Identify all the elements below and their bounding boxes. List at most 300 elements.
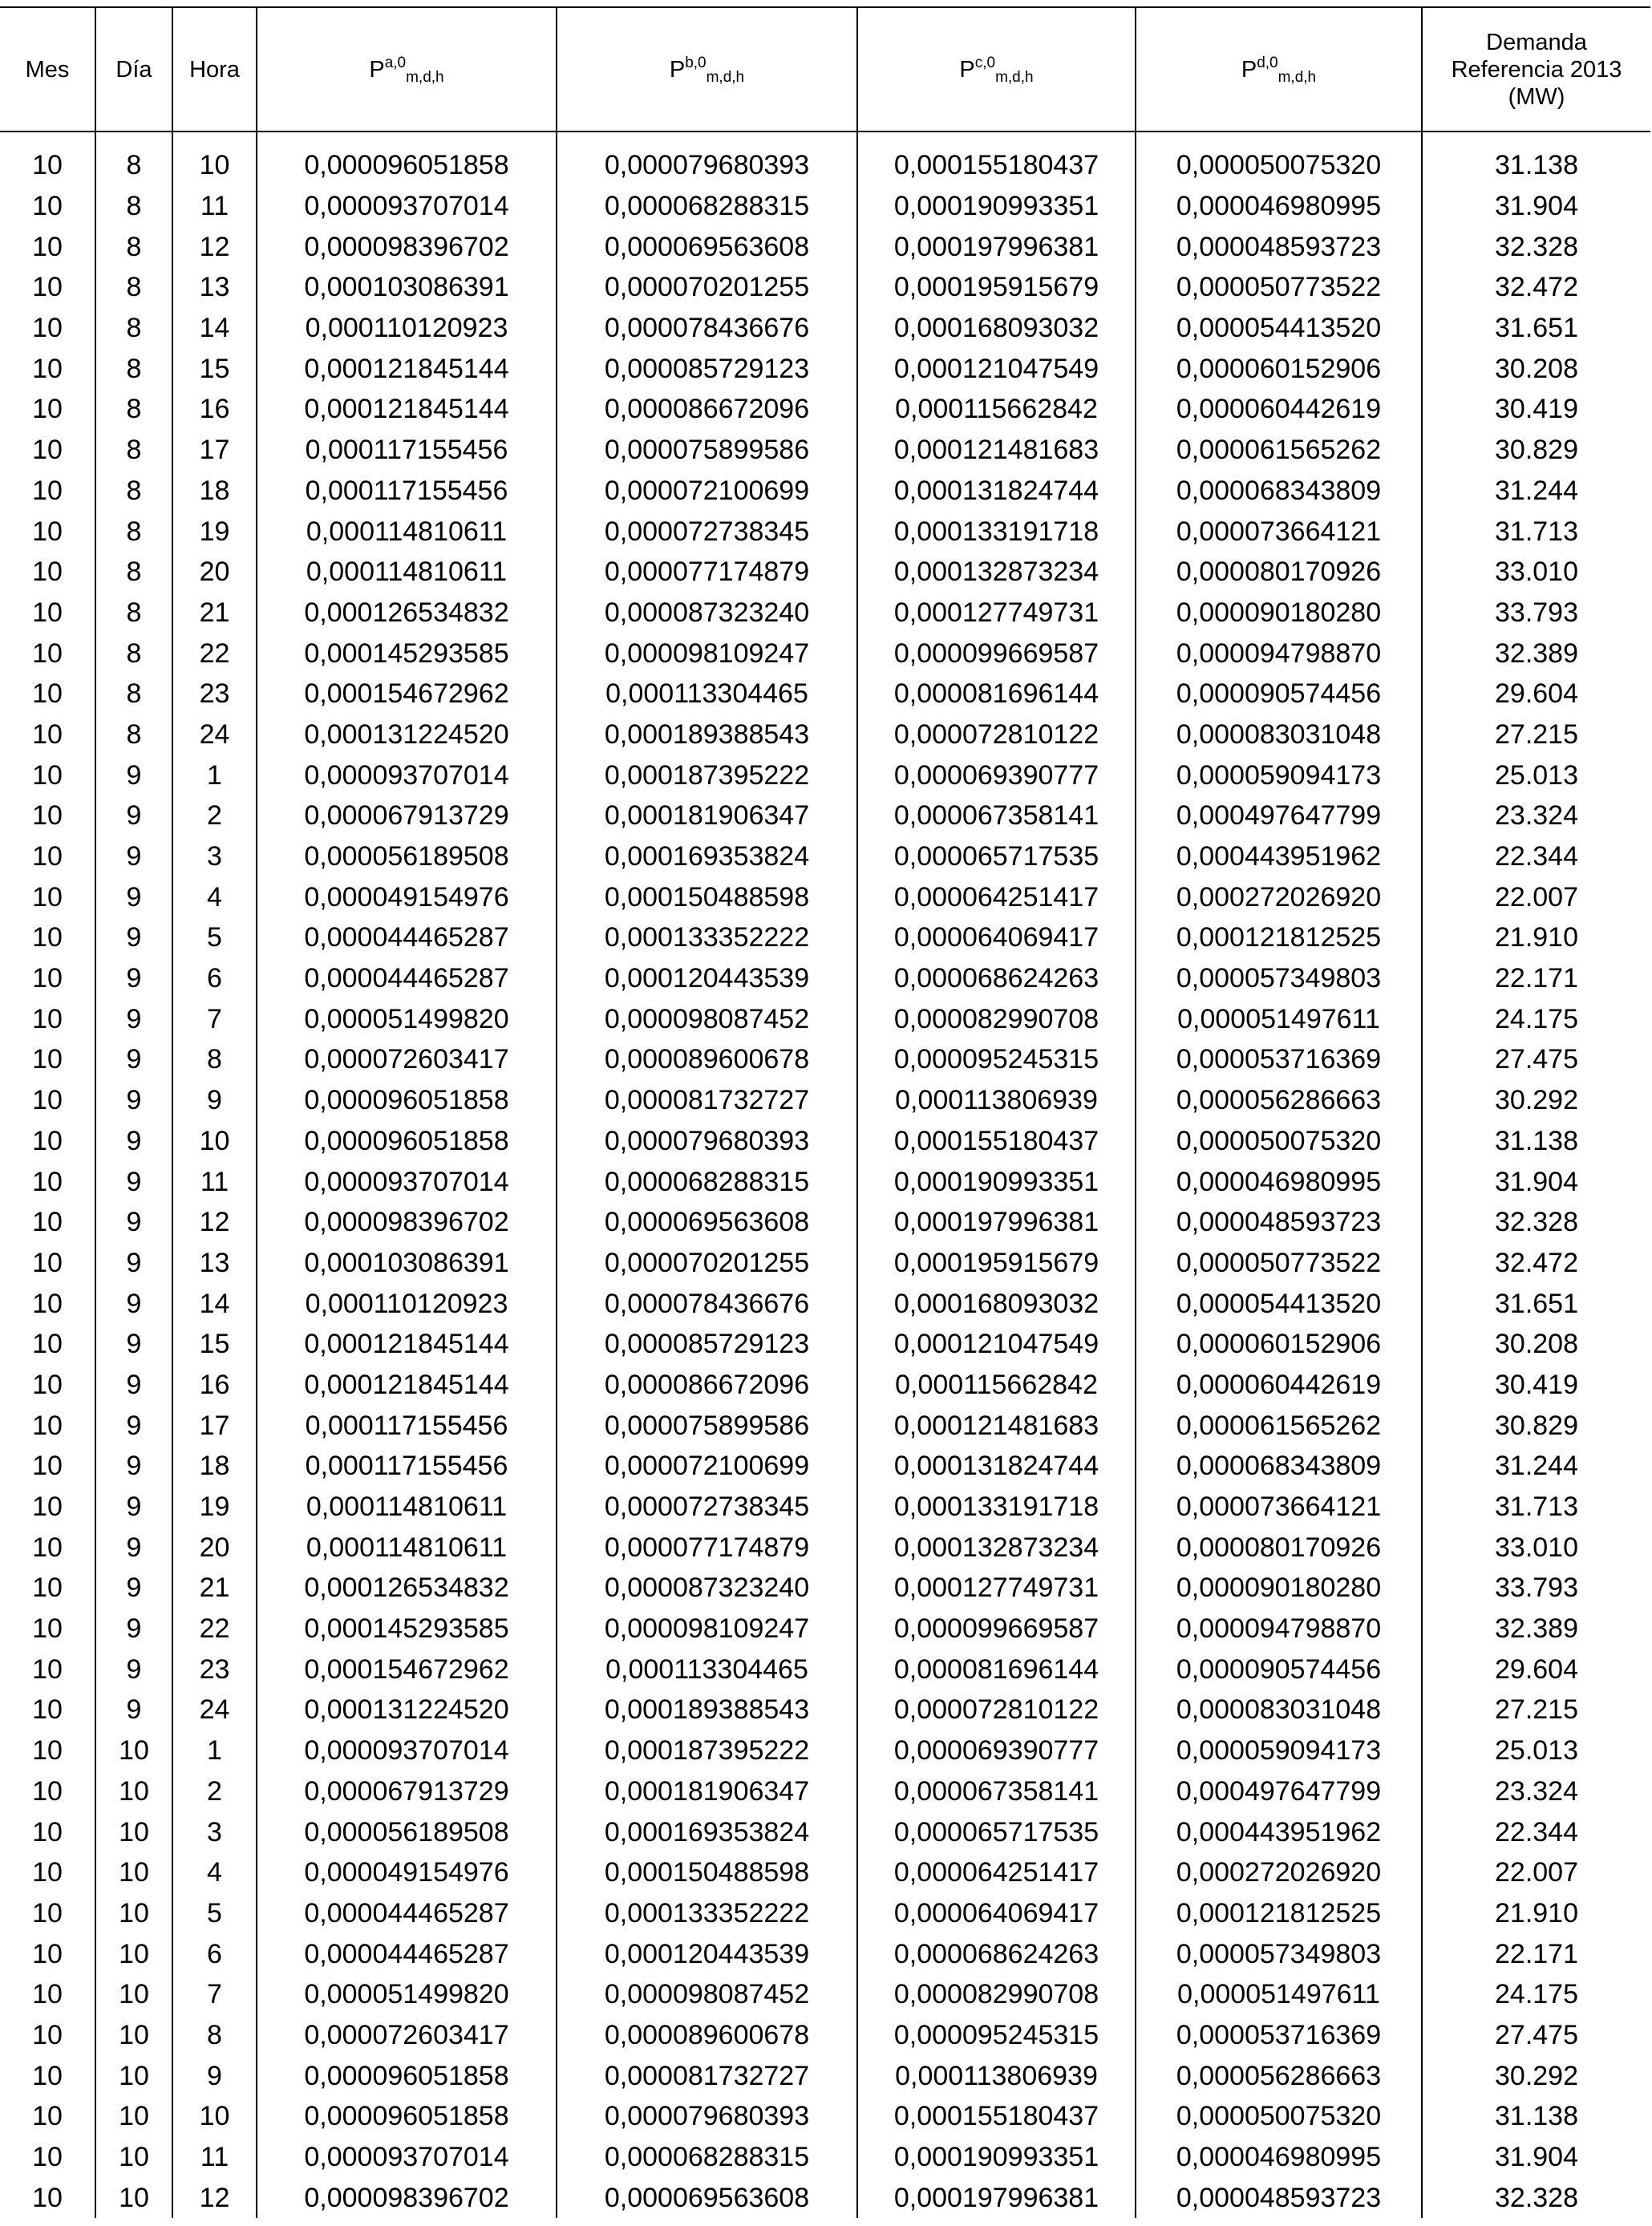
cell-mes: 10 <box>32 516 63 547</box>
table-container <box>0 6 1652 2218</box>
cell-mes: 10 <box>32 2101 63 2132</box>
cell-pb: 0,000079680393 <box>557 1121 857 1162</box>
table-row <box>0 226 1650 267</box>
cell-pa: 0,000121845144 <box>257 389 557 430</box>
cell-pc: 0,000155180437 <box>857 1121 1136 1162</box>
table-row <box>0 1283 1650 1324</box>
cell-pc: 0,000099669587 <box>857 633 1136 674</box>
cell-pd: 0,000060442619 <box>1136 389 1422 430</box>
cell-dia: 10 <box>95 1852 172 1893</box>
cell-pc: 0,000115662842 <box>857 389 1136 430</box>
cell-pb: 0,000072738345 <box>557 1487 857 1528</box>
cell-hora: 22 <box>172 633 257 674</box>
cell-pd: 0,000050075320 <box>1136 1121 1422 1162</box>
cell-pc: 0,000197996381 <box>857 226 1136 267</box>
table-row <box>0 1974 1650 2015</box>
cell-demanda: 32.472 <box>1422 1243 1650 1284</box>
header-pd <box>1136 7 1422 132</box>
cell-mes: 10 <box>32 1166 63 1197</box>
spacer-cell <box>1422 132 1650 145</box>
data-table <box>0 6 1650 2218</box>
cell-pb: 0,000187395222 <box>557 1730 857 1771</box>
cell-hora: 6 <box>172 958 257 999</box>
cell-dia: 10 <box>95 2177 172 2218</box>
cell-hora: 9 <box>172 2055 257 2096</box>
cell-pc: 0,000127749731 <box>857 593 1136 633</box>
cell-dia: 10 <box>95 1893 172 1934</box>
header-pa-sub: m,d,h <box>406 68 444 86</box>
table-row <box>0 1649 1650 1690</box>
cell-hora: 13 <box>172 267 257 308</box>
cell-pc: 0,000197996381 <box>857 1202 1136 1243</box>
cell-hora: 12 <box>172 2177 257 2218</box>
cell-pd: 0,000083031048 <box>1136 714 1422 755</box>
cell-pc: 0,000133191718 <box>857 511 1136 552</box>
cell-pd: 0,000083031048 <box>1136 1690 1422 1730</box>
cell-pb: 0,000120443539 <box>557 958 857 999</box>
cell-demanda: 31.138 <box>1422 145 1650 186</box>
cell-demanda: 25.013 <box>1422 755 1650 795</box>
cell-pd: 0,000056286663 <box>1136 1080 1422 1121</box>
cell-pa: 0,000117155456 <box>257 1446 557 1487</box>
cell-pb: 0,000089600678 <box>557 2015 857 2056</box>
cell-pa: 0,000145293585 <box>257 1609 557 1649</box>
cell-pd: 0,000073664121 <box>1136 1487 1422 1528</box>
cell-pb: 0,000085729123 <box>557 348 857 389</box>
cell-mes: 10 <box>32 1857 63 1888</box>
cell-pd: 0,000272026920 <box>1136 876 1422 917</box>
table-row <box>0 1202 1650 1243</box>
cell-pb: 0,000189388543 <box>557 714 857 755</box>
header-demanda-line-3: (MW) <box>1508 83 1565 110</box>
cell-mes: 10 <box>32 1613 63 1645</box>
cell-pd: 0,000443951962 <box>1136 1811 1422 1852</box>
cell-mes: 10 <box>32 1044 63 1075</box>
cell-pd: 0,000053716369 <box>1136 2015 1422 2056</box>
cell-hora: 16 <box>172 1365 257 1406</box>
cell-dia: 9 <box>95 917 172 958</box>
table-row <box>0 430 1650 471</box>
cell-demanda: 33.793 <box>1422 1568 1650 1609</box>
table-row <box>0 145 1650 186</box>
cell-demanda: 33.010 <box>1422 552 1650 593</box>
cell-demanda: 32.472 <box>1422 267 1650 308</box>
cell-pc: 0,000065717535 <box>857 836 1136 877</box>
cell-pc: 0,000127749731 <box>857 1568 1136 1609</box>
cell-pb: 0,000069563608 <box>557 2177 857 2218</box>
cell-pc: 0,000067358141 <box>857 1771 1136 1812</box>
cell-pa: 0,000114810611 <box>257 1527 557 1568</box>
cell-pb: 0,000075899586 <box>557 1405 857 1446</box>
cell-pb: 0,000077174879 <box>557 1527 857 1568</box>
cell-pc: 0,000099669587 <box>857 1609 1136 1649</box>
cell-mes: 10 <box>32 394 63 425</box>
cell-pa: 0,000114810611 <box>257 511 557 552</box>
cell-pb: 0,000098109247 <box>557 1609 857 1649</box>
cell-pa: 0,000114810611 <box>257 1487 557 1528</box>
spacer-cell <box>857 132 1136 145</box>
cell-pa: 0,000110120923 <box>257 308 557 349</box>
cell-pb: 0,000070201255 <box>557 267 857 308</box>
cell-pa: 0,000126534832 <box>257 1568 557 1609</box>
table-row <box>0 958 1650 999</box>
header-pa-base: P <box>369 56 385 83</box>
cell-pd: 0,000090180280 <box>1136 1568 1422 1609</box>
cell-dia: 10 <box>95 2137 172 2178</box>
cell-dia: 9 <box>95 1690 172 1730</box>
cell-pb: 0,000070201255 <box>557 1243 857 1284</box>
cell-mes: 10 <box>32 1003 63 1034</box>
cell-pd: 0,000050773522 <box>1136 267 1422 308</box>
table-row <box>0 1324 1650 1365</box>
cell-hora: 21 <box>172 1568 257 1609</box>
table-row <box>0 2177 1650 2218</box>
cell-pc: 0,000064251417 <box>857 1852 1136 1893</box>
cell-hora: 1 <box>172 1730 257 1771</box>
cell-pb: 0,000150488598 <box>557 1852 857 1893</box>
cell-pa: 0,000131224520 <box>257 714 557 755</box>
cell-demanda: 21.910 <box>1422 1893 1650 1934</box>
cell-dia: 9 <box>95 958 172 999</box>
cell-pc: 0,000168093032 <box>857 308 1136 349</box>
cell-pd: 0,000090574456 <box>1136 674 1422 714</box>
table-row <box>0 1568 1650 1609</box>
cell-pa: 0,000121845144 <box>257 1365 557 1406</box>
table-row <box>0 674 1650 714</box>
cell-mes: 10 <box>32 272 63 303</box>
cell-demanda: 27.475 <box>1422 1039 1650 1080</box>
cell-mes: 10 <box>32 1451 63 1482</box>
cell-pc: 0,000121047549 <box>857 1324 1136 1365</box>
table-row <box>0 1893 1650 1934</box>
cell-hora: 21 <box>172 593 257 633</box>
spacer-cell <box>257 132 557 145</box>
cell-demanda: 31.651 <box>1422 308 1650 349</box>
cell-hora: 11 <box>172 186 257 227</box>
cell-hora: 5 <box>172 917 257 958</box>
cell-dia: 9 <box>95 998 172 1039</box>
cell-demanda: 30.829 <box>1422 1405 1650 1446</box>
cell-demanda: 24.175 <box>1422 1974 1650 2015</box>
cell-dia: 10 <box>95 1771 172 1812</box>
table-row <box>0 186 1650 227</box>
cell-pd: 0,000094798870 <box>1136 1609 1422 1649</box>
cell-pb: 0,000098087452 <box>557 998 857 1039</box>
cell-demanda: 31.904 <box>1422 2137 1650 2178</box>
cell-pd: 0,000068343809 <box>1136 1446 1422 1487</box>
cell-mes: 10 <box>32 1775 63 1807</box>
cell-pa: 0,000044465287 <box>257 917 557 958</box>
header-pb <box>557 7 857 132</box>
table-row <box>0 1365 1650 1406</box>
cell-mes: 10 <box>32 759 63 791</box>
cell-pc: 0,000121481683 <box>857 430 1136 471</box>
cell-hora: 19 <box>172 1487 257 1528</box>
cell-pc: 0,000072810122 <box>857 1690 1136 1730</box>
cell-hora: 20 <box>172 1527 257 1568</box>
cell-dia: 9 <box>95 1039 172 1080</box>
header-pa-sup: a,0 <box>384 54 407 71</box>
cell-dia: 8 <box>95 186 172 227</box>
header-dia: Día <box>95 7 172 132</box>
cell-pa: 0,000117155456 <box>257 1405 557 1446</box>
cell-dia: 9 <box>95 1121 172 1162</box>
cell-pd: 0,000272026920 <box>1136 1852 1422 1893</box>
cell-mes: 10 <box>32 1897 63 1929</box>
cell-hora: 2 <box>172 1771 257 1812</box>
cell-pa: 0,000117155456 <box>257 430 557 471</box>
cell-mes: 10 <box>32 1938 63 1969</box>
cell-demanda: 30.419 <box>1422 1365 1650 1406</box>
cell-hora: 13 <box>172 1243 257 1284</box>
cell-demanda: 27.475 <box>1422 2015 1650 2056</box>
cell-pc: 0,000121047549 <box>857 348 1136 389</box>
cell-hora: 24 <box>172 714 257 755</box>
cell-hora: 3 <box>172 1811 257 1852</box>
cell-dia: 9 <box>95 1283 172 1324</box>
cell-pb: 0,000133352222 <box>557 917 857 958</box>
cell-dia: 9 <box>95 1527 172 1568</box>
cell-pb: 0,000086672096 <box>557 1365 857 1406</box>
table-row <box>0 1933 1650 1974</box>
cell-demanda: 31.904 <box>1422 186 1650 227</box>
cell-pd: 0,000048593723 <box>1136 2177 1422 2218</box>
cell-hora: 12 <box>172 226 257 267</box>
cell-mes: 10 <box>32 637 63 669</box>
cell-pa: 0,000121845144 <box>257 348 557 389</box>
cell-mes: 10 <box>32 678 63 710</box>
cell-demanda: 30.208 <box>1422 348 1650 389</box>
cell-pc: 0,000095245315 <box>857 2015 1136 2056</box>
cell-hora: 20 <box>172 552 257 593</box>
cell-hora: 9 <box>172 1080 257 1121</box>
cell-pd: 0,000061565262 <box>1136 430 1422 471</box>
table-row <box>0 1771 1650 1812</box>
cell-pa: 0,000067913729 <box>257 1771 557 1812</box>
cell-pd: 0,000057349803 <box>1136 1933 1422 1974</box>
cell-dia: 8 <box>95 430 172 471</box>
cell-demanda: 31.651 <box>1422 1283 1650 1324</box>
cell-hora: 14 <box>172 308 257 349</box>
cell-demanda: 33.793 <box>1422 593 1650 633</box>
cell-pd: 0,000046980995 <box>1136 186 1422 227</box>
table-row <box>0 1852 1650 1893</box>
cell-pa: 0,000056189508 <box>257 836 557 877</box>
cell-demanda: 30.292 <box>1422 1080 1650 1121</box>
spacer-row <box>0 132 1650 145</box>
cell-hora: 8 <box>172 2015 257 2056</box>
cell-demanda: 22.171 <box>1422 958 1650 999</box>
cell-dia: 9 <box>95 1202 172 1243</box>
cell-mes: 10 <box>32 231 63 262</box>
cell-pb: 0,000068288315 <box>557 2137 857 2178</box>
cell-mes: 10 <box>32 1979 63 2010</box>
cell-demanda: 30.208 <box>1422 1324 1650 1365</box>
cell-hora: 18 <box>172 471 257 512</box>
cell-demanda: 31.904 <box>1422 1161 1650 1202</box>
cell-demanda: 32.389 <box>1422 1609 1650 1649</box>
cell-pa: 0,000098396702 <box>257 2177 557 2218</box>
cell-demanda: 27.215 <box>1422 1690 1650 1730</box>
cell-pa: 0,000131224520 <box>257 1690 557 1730</box>
cell-pb: 0,000113304465 <box>557 674 857 714</box>
cell-pb: 0,000079680393 <box>557 145 857 186</box>
cell-demanda: 31.244 <box>1422 1446 1650 1487</box>
cell-hora: 17 <box>172 430 257 471</box>
table-row <box>0 998 1650 1039</box>
cell-pa: 0,000154672962 <box>257 1649 557 1690</box>
cell-mes: 10 <box>32 2060 63 2091</box>
cell-pc: 0,000082990708 <box>857 998 1136 1039</box>
cell-pc: 0,000132873234 <box>857 552 1136 593</box>
cell-mes: 10 <box>32 1491 63 1523</box>
cell-pa: 0,000049154976 <box>257 1852 557 1893</box>
cell-pd: 0,000059094173 <box>1136 1730 1422 1771</box>
table-row <box>0 1080 1650 1121</box>
cell-demanda: 31.138 <box>1422 2096 1650 2137</box>
cell-mes: 10 <box>32 1735 63 1767</box>
cell-demanda: 33.010 <box>1422 1527 1650 1568</box>
cell-mes: 10 <box>32 1085 63 1116</box>
cell-hora: 10 <box>172 1121 257 1162</box>
cell-pd: 0,000057349803 <box>1136 958 1422 999</box>
cell-pa: 0,000093707014 <box>257 186 557 227</box>
cell-pd: 0,000060152906 <box>1136 1324 1422 1365</box>
cell-pc: 0,000131824744 <box>857 1446 1136 1487</box>
cell-pc: 0,000068624263 <box>857 1933 1136 1974</box>
cell-pb: 0,000081732727 <box>557 2055 857 2096</box>
cell-hora: 5 <box>172 1893 257 1934</box>
cell-dia: 9 <box>95 1487 172 1528</box>
cell-demanda: 32.389 <box>1422 633 1650 674</box>
cell-dia: 8 <box>95 511 172 552</box>
cell-pa: 0,000093707014 <box>257 2137 557 2178</box>
cell-pd: 0,000497647799 <box>1136 1771 1422 1812</box>
cell-pc: 0,000190993351 <box>857 1161 1136 1202</box>
cell-pb: 0,000087323240 <box>557 593 857 633</box>
cell-dia: 10 <box>95 2096 172 2137</box>
cell-pb: 0,000078436676 <box>557 308 857 349</box>
cell-dia: 8 <box>95 308 172 349</box>
table-row <box>0 267 1650 308</box>
table-row <box>0 917 1650 958</box>
cell-pb: 0,000087323240 <box>557 1568 857 1609</box>
cell-dia: 9 <box>95 1446 172 1487</box>
cell-pb: 0,000187395222 <box>557 755 857 795</box>
cell-pa: 0,000051499820 <box>257 998 557 1039</box>
cell-mes: 10 <box>32 1572 63 1604</box>
cell-pb: 0,000072738345 <box>557 511 857 552</box>
cell-pd: 0,000051497611 <box>1136 998 1422 1039</box>
cell-hora: 14 <box>172 1283 257 1324</box>
cell-mes: 10 <box>32 1532 63 1563</box>
cell-pd: 0,000054413520 <box>1136 308 1422 349</box>
cell-pb: 0,000086672096 <box>557 389 857 430</box>
table-row <box>0 1487 1650 1528</box>
cell-pb: 0,000085729123 <box>557 1324 857 1365</box>
cell-pd: 0,000061565262 <box>1136 1405 1422 1446</box>
cell-pa: 0,000103086391 <box>257 267 557 308</box>
cell-pc: 0,000155180437 <box>857 145 1136 186</box>
cell-pc: 0,000197996381 <box>857 2177 1136 2218</box>
cell-demanda: 31.244 <box>1422 471 1650 512</box>
table-row <box>0 552 1650 593</box>
cell-mes: 10 <box>32 2019 63 2050</box>
header-demanda-line-1: Demanda <box>1486 29 1587 55</box>
cell-pb: 0,000078436676 <box>557 1283 857 1324</box>
cell-pc: 0,000131824744 <box>857 471 1136 512</box>
cell-pd: 0,000046980995 <box>1136 2137 1422 2178</box>
cell-pd: 0,000080170926 <box>1136 552 1422 593</box>
cell-pa: 0,000114810611 <box>257 552 557 593</box>
cell-mes: 10 <box>32 1653 63 1685</box>
cell-pb: 0,000075899586 <box>557 430 857 471</box>
cell-pb: 0,000072100699 <box>557 1446 857 1487</box>
header-hora: Hora <box>172 7 257 132</box>
cell-demanda: 22.007 <box>1422 1852 1650 1893</box>
cell-dia: 8 <box>95 267 172 308</box>
cell-demanda: 23.324 <box>1422 795 1650 836</box>
cell-pd: 0,000050075320 <box>1136 145 1422 186</box>
table-row <box>0 633 1650 674</box>
cell-dia: 8 <box>95 633 172 674</box>
cell-pa: 0,000067913729 <box>257 795 557 836</box>
cell-pa: 0,000103086391 <box>257 1243 557 1284</box>
table-row <box>0 1527 1650 1568</box>
cell-demanda: 32.328 <box>1422 226 1650 267</box>
table-row <box>0 308 1650 349</box>
table-row <box>0 1405 1650 1446</box>
cell-pa: 0,000096051858 <box>257 2096 557 2137</box>
cell-pa: 0,000044465287 <box>257 958 557 999</box>
cell-pd: 0,000090180280 <box>1136 593 1422 633</box>
cell-pb: 0,000189388543 <box>557 1690 857 1730</box>
cell-hora: 7 <box>172 998 257 1039</box>
table-row <box>0 755 1650 795</box>
cell-pa: 0,000093707014 <box>257 1161 557 1202</box>
header-pd-sub: m,d,h <box>1277 68 1317 86</box>
cell-pa: 0,000051499820 <box>257 1974 557 2015</box>
cell-pd: 0,000059094173 <box>1136 755 1422 795</box>
cell-pc: 0,000195915679 <box>857 1243 1136 1284</box>
cell-demanda: 22.007 <box>1422 876 1650 917</box>
cell-pc: 0,000069390777 <box>857 1730 1136 1771</box>
cell-pa: 0,000044465287 <box>257 1893 557 1934</box>
cell-hora: 4 <box>172 1852 257 1893</box>
cell-dia: 8 <box>95 145 172 186</box>
spacer-cell <box>95 132 172 145</box>
cell-pb: 0,000133352222 <box>557 1893 857 1934</box>
cell-mes: 10 <box>32 2182 63 2213</box>
cell-mes: 10 <box>32 435 63 466</box>
cell-hora: 23 <box>172 674 257 714</box>
cell-mes: 10 <box>32 881 63 913</box>
cell-pd: 0,000046980995 <box>1136 1161 1422 1202</box>
table-row <box>0 1121 1650 1162</box>
cell-dia: 9 <box>95 755 172 795</box>
cell-dia: 10 <box>95 1974 172 2015</box>
cell-dia: 9 <box>95 1161 172 1202</box>
cell-mes: 10 <box>32 1247 63 1278</box>
cell-demanda: 24.175 <box>1422 998 1650 1039</box>
table-row <box>0 1039 1650 1080</box>
cell-mes: 10 <box>32 1288 63 1319</box>
cell-hora: 2 <box>172 795 257 836</box>
cell-dia: 9 <box>95 795 172 836</box>
table-row <box>0 348 1650 389</box>
cell-mes: 10 <box>32 922 63 953</box>
cell-mes: 10 <box>32 1694 63 1726</box>
